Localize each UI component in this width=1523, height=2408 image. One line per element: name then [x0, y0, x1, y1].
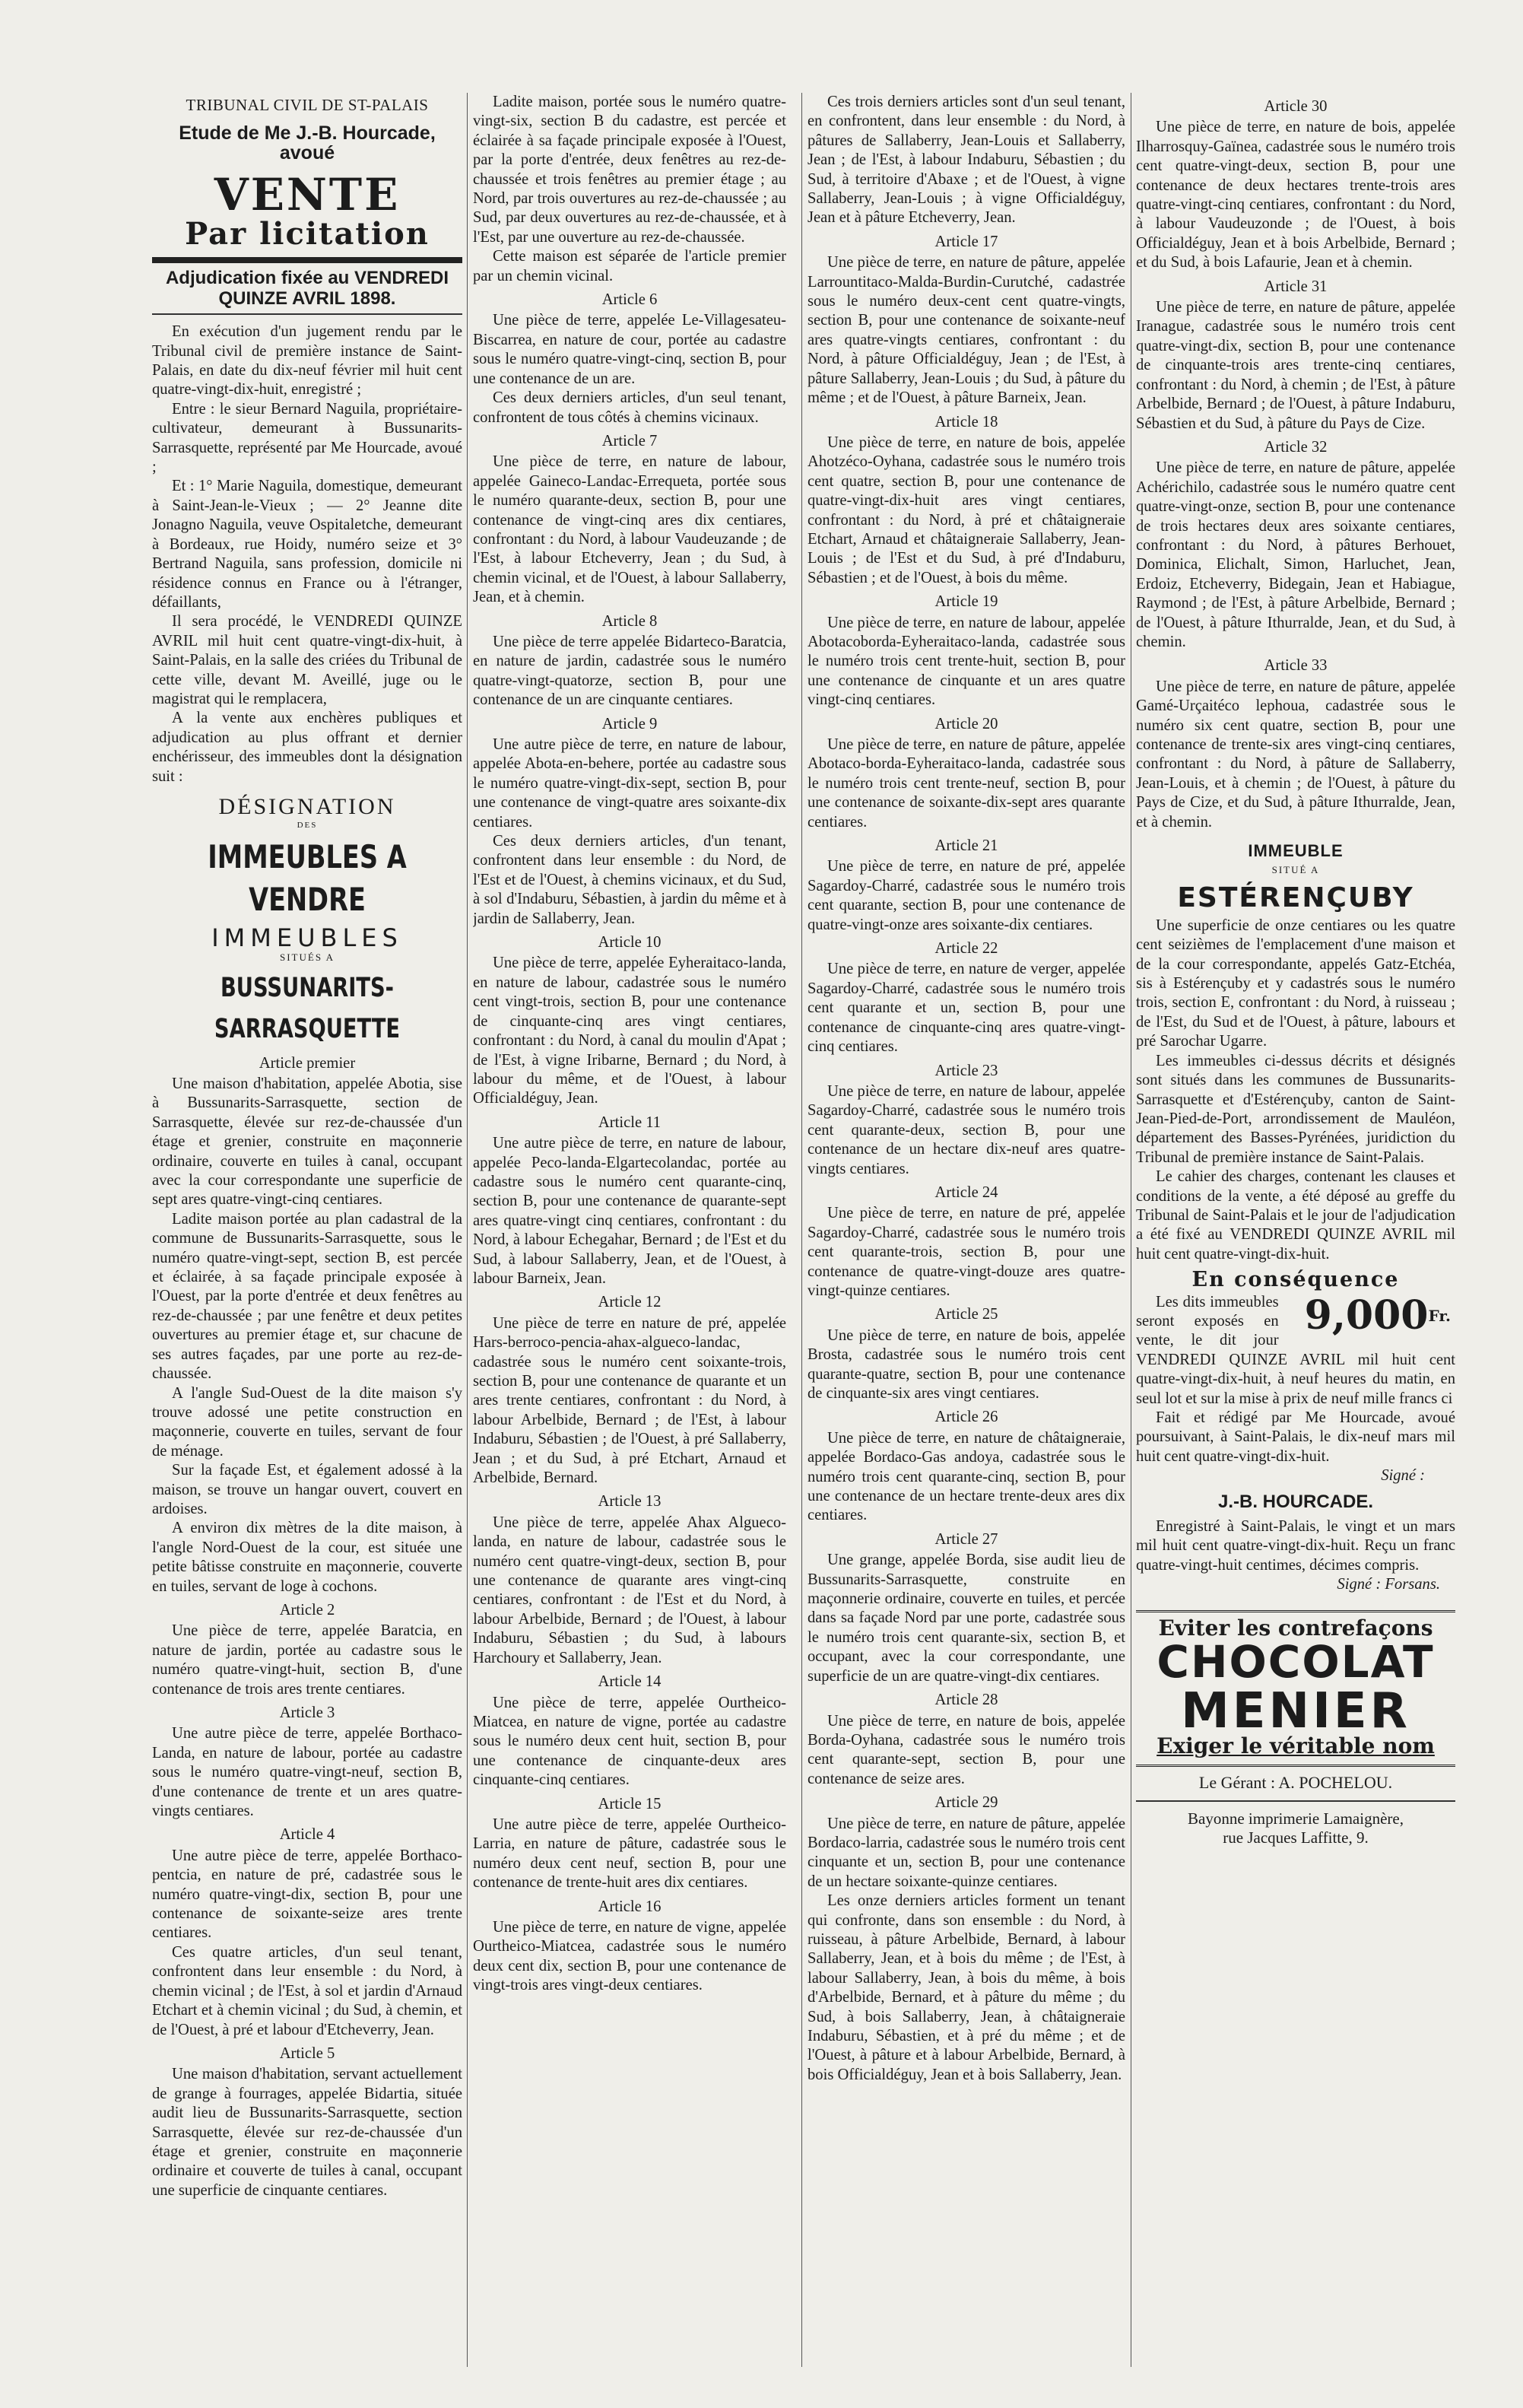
column-rule — [801, 93, 802, 2367]
article-title: Article premier — [259, 1054, 356, 1072]
article-title: Article 28 — [934, 1692, 998, 1709]
article-title: Article 26 — [934, 1409, 998, 1426]
article-text: Une pièce de terre, en nature de pâture, appelée Bordaco-larria, cadastrée sous le numéro trois cent cinquante et un, section B, pour une contenance de un hectare soixante-quinze centiares. — [808, 1815, 1125, 1890]
article-title: Article 6 — [601, 291, 658, 309]
etude-line: Etude de Me J.-B. Hourcade, avoué — [179, 122, 436, 164]
article-title: Article 31 — [1264, 278, 1328, 295]
enregistrement-note: Enregistré à Saint-Palais, le vingt et un mars mil huit cent quatre-vingt-dix-huit. Reçu un franc quatre-vingt-huit centimes, décimes compris. — [1136, 1518, 1455, 1574]
article-title: Article 8 — [601, 612, 658, 630]
location-heading: BUSSUNARITS-SARRASQUETTE — [214, 972, 401, 1044]
article-text: Une autre pièce de terre, en nature de labour, appelée Abota-en-behere, portée au cadastre sous le numéro quatre-vingt-dix-sept, section B, pour une contenance de vingt-quatre ares soixante-dix centiares. — [473, 736, 786, 831]
article-text: Une pièce de terre, en nature de pâture, appelée Larrountitaco-Malda-Burdin-Curutché, cadastrée sous le numéro deux-cent cent quatre-vingts, section B, pour une contenance de soixante-neuf ares quatre-vingts centiares, confrontant : du Nord, à pâture Officialdéguy, Jean ; de l'Est, à pâture Sallaberry, Jean-Louis ; du Sud, à pâture du même ; et de l'Ouest, à pâture Barneix, Jean. — [808, 254, 1125, 407]
designation-heading: DÉSIGNATION — [218, 793, 396, 819]
immeubles-heading: IMMEUBLES — [211, 923, 403, 952]
article-text: Une grange, appelée Borda, sise audit lieu de Bussunarits-Sarrasquette, construite en maçonnerie ordinaire, couverte en tuiles, et percée dans sa façade Nord par une porte, cadastrée sous le numéro trois cent quarante-six, section B, et occupant, avec la cour correspondante, une superficie de un are quatre-vingt-dix centiares. — [808, 1552, 1125, 1685]
article-text: A l'angle Sud-Ouest de la dite maison s'y trouve adossé une petite construction en maçonnerie, couverte en tuiles, servant de four de ménage. — [152, 1384, 462, 1460]
signature: J.-B. HOURCADE. — [1217, 1491, 1373, 1512]
advert-line: Exiger le véritable nom — [1157, 1733, 1435, 1759]
consequence-heading: En conséquence — [1191, 1268, 1400, 1292]
article-title: Article 21 — [934, 837, 998, 855]
divider — [152, 313, 462, 315]
column-1 — [152, 93, 462, 2394]
article-text: Une pièce de terre, appelée Baratcia, en nature de jardin, portée au cadastre sous le numéro quatre-vingt-huit, section B, d'une contenance de trois ares trente centiares. — [152, 1622, 462, 1698]
article-text: Une pièce de terre, en nature de pâture, appelée Iranague, cadastrée sous le numéro trois cent quatre-vingt-dix, section B, pour une contenance de cinquante-trois ares trente-cinq centiares, confrontant : du Nord, à chemin ; de l'Est, à pâture Arbelbide, Bernard ; de l'Ouest, à pâture Indaburu, Sébastien et du Sud, à pâture du Pays de Cize. — [1136, 299, 1455, 432]
column-2 — [473, 93, 786, 2394]
intro-paragraph: Et : 1° Marie Naguila, domestique, demeurant à Saint-Jean-le-Vieux ; — 2° Jeanne dite Jonagno Naguila, veuve Ospitaletche, demeurant à Bordeaux, rue Hoidy, numéro seize et 3° Bertrand Naguila, sans profession, domicile ni résidence connus en France ou à l'étranger, défaillants, — [152, 478, 462, 611]
article-title: Article 10 — [598, 934, 662, 951]
signed-forsans: Signé : Forsans. — [1337, 1576, 1440, 1593]
article-text: Sur la façade Est, et également adossé à la maison, se trouve un hangar ouvert, couvert en ardoises. — [152, 1462, 462, 1517]
article-text: Une pièce de terre, appelée Ahax Algueco-landa, en nature de labour, cadastrée sous le numéro cent quatre-vingt-deux, section B, pour une contenance de quarante ares vingt-cinq centiares, confrontant : de l'Est et du Nord, à labour Arbelbide, Bernard ; de l'Ouest, à labour Indaburu, Sébastien ; du Sud, à labours Harchoury et Sallaberry, Jean. — [473, 1514, 786, 1666]
article-text: Une pièce de terre, en nature de bois, appelée Ilharrosquy-Gaïnea, cadastrée sous le numéro trois cent quatre-vingt-deux, section B, pour une contenance de deux hectares trente-trois ares quatre-vingt-cinq centiares, confrontant : du Nord, à labour Vaudeuzonde ; de l'Ouest, à bois Officialdéguy, Jean et à bois Arbelbide, Bernard ; et du Sud, à bois Lafaurie, Jean et à chemin. — [1136, 119, 1455, 272]
vente-title: VENTE — [214, 169, 401, 221]
reserve-price: $9,000^{Fr.}$ — [1304, 1291, 1451, 1339]
article-text: Une superficie de onze centiares ou les quatre cent seizièmes de l'emplacement d'une maison et de la cour correspondante, appelés Gatz-Etchéa, sis à Estérençuby et y cadastrés sous le numéro trois, section E, confrontant : du Nord, à ruisseau ; de l'Est, du Sud et de l'Ouest, à pâture, labours et pré Sarochar Ugarre. — [1136, 917, 1455, 1050]
article-text: Une pièce de terre, en nature de pâture, appelée Abotaco-borda-Eyheraitaco-landa, cadastrée sous le numéro trois cent trente-neuf, section B, pour une contenance de soixante-dix-sept ares quarante centiares. — [808, 736, 1125, 831]
article-text: Une pièce de terre, en nature de bois, appelée Brosta, cadastrée sous le numéro trois cent quarante-quatre, section B, pour une contenance de cinquante-six ares vingt centiares. — [808, 1326, 1125, 1402]
article-title: Article 30 — [1264, 98, 1328, 115]
article-text: Une pièce de terre, en nature de labour, appelée Sagardoy-Charré, cadastrée sous le numéro trois cent quarante-deux, section B, pour une contenance de un hectare dix-neuf ares quatre-vingts centiares. — [808, 1082, 1125, 1177]
article-title: Article 4 — [279, 1826, 335, 1844]
designation-des: DES — [297, 821, 318, 831]
divider — [152, 257, 462, 263]
article-title: Article 20 — [934, 715, 998, 732]
article-text: Une pièce de terre, appelée Le-Villagesateu-Biscarrea, en nature de cour, portée au cadastre sous le numéro quatre-vingt-cinq, section B, pour une contenance de un are. — [473, 312, 786, 387]
article-title: Article 32 — [1264, 438, 1328, 456]
article-text: Une pièce de terre, en nature de vigne, appelée Ourtheico-Miatcea, cadastrée sous le numéro deux cent dix, section B, pour une contenance de vingt-trois ares vingt-deux centiares. — [473, 1918, 786, 1994]
article-text: Une pièce de terre, appelée Eyheraitaco-landa, en nature de labour, cadastrée sous le numéro cent vingt-trois, section B, pour une contenance de cinquante-cinq ares vingt centiares, confrontant : du Nord, à canal du moulin d'Apat ; de l'Est, à vigne Iribarne, Bernard ; du Nord, à labour du même, et de l'Ouest, à labour Officialdéguy, Jean. — [473, 955, 786, 1107]
article-title: Article 14 — [598, 1673, 662, 1691]
article-title: Article 16 — [598, 1898, 662, 1915]
column-rule — [467, 93, 468, 2367]
divider — [1136, 1800, 1455, 1802]
article-text: Une pièce de terre, en nature de labour, appelée Abotacoborda-Eyheraitaco-landa, cadastrée sous le numéro trois cent trente-huit, section B, pour une contenance de cinquante et un ares quatre vingt-cinq centiares. — [808, 614, 1125, 709]
article-title: Article 18 — [934, 413, 998, 430]
article-text: A environ dix mètres de la dite maison, à l'angle Nord-Ouest de la cour, est située une petite bâtisse construite en maçonnerie, couverte en tuiles, servant de loge à cochons. — [152, 1520, 462, 1595]
esterencuby-heading: ESTÉRENÇUBY — [1177, 882, 1414, 913]
intro-paragraph: Entre : le sieur Bernard Naguila, propriétaire-cultivateur, demeurant à Bussunarits-Sarrasquette, représenté par Me Hourcade, avoué ; — [152, 400, 462, 476]
column-3 — [808, 93, 1125, 2394]
article-title: Article 13 — [598, 1493, 662, 1511]
article-title: Article 25 — [934, 1306, 998, 1323]
article-text: Ladite maison, portée sous le numéro quatre-vingt-six, section B du cadastre, est percée et éclairée à sa façade principale exposée à l'Ouest, par la porte d'entrée, deux fenêtres au rez-de-chaussée et trois fenêtres au premier étage ; au Nord, par trois ouvertures au rez-de-chaussée ; au Sud, par deux ouvertures au rez-de-chaussée, et à l'Est, par une ouverture au rez-de-chaussée. — [473, 94, 786, 246]
article-text: Une maison d'habitation, appelée Abotia, sise à Bussunarits-Sarrasquette, section de Sarrasquette, élevée sur rez-de-chaussée d'un étage et grenier, construite en maçonnerie ordinaire, couverte en tuiles à canal, occupant avec la cour correspondante une superficie de sept ares quatre-vingt-cinq centiares. — [152, 1075, 462, 1209]
column-4 — [1136, 93, 1455, 2394]
article-title: Article 3 — [279, 1704, 335, 1721]
adjudication-date: Adjudication fixée au VENDREDI QUINZE AVRIL 1898. — [165, 268, 449, 310]
gerant-line: Le Gérant : A. POCHELOU. — [1198, 1773, 1393, 1793]
article-text: Une pièce de terre, en nature de verger, appelée Sagardoy-Charré, cadastrée sous le numéro trois cent quarante et un, section B, pour une contenance de cinquante-cinq ares quatre-vingt-cinq centiares. — [808, 961, 1125, 1056]
article-text: Une pièce de terre, en nature de pré, appelée Sagardoy-Charré, cadastrée sous le numéro trois cent quarante, section B, pour une contenance de quatre-vingt-onze ares soixante-dix centiares. — [808, 858, 1125, 933]
article-text: Une pièce de terre, en nature de bois, appelée Borda-Oyhana, cadastrée sous le numéro trois cent quarante-sept, section B, pour une contenance de seize ares. — [808, 1712, 1125, 1787]
article-text: Ces deux derniers articles, d'un seul tenant, confrontent de tous côtés à chemins vicinaux. — [473, 389, 786, 426]
article-title: Article 5 — [279, 2044, 335, 2062]
article-text: Une pièce de terre appelée Bidartеco-Baratcia, en nature de jardin, cadastrée sous le numéro quatre-vingt-quatorze, section B, pour une contenance de un are cinquante centiares. — [473, 633, 786, 709]
article-text: Une pièce de terre en nature de pré, appelée Hars-berroco-pencia-ahax-algueco-landac, cadastrée sous le numéro cent soixante-trois, section B, pour une contenance de quarante et un ares trente centiares, confrontant : du Nord, à labour Arbelbide, Bernard ; de l'Est, à labour Indaburu, Sébastien ; de l'Ouest, à pré Sallaberry, Jean ; et du Sud, à pré Etchart, Arnaud et Arbelbide, Bernard. — [473, 1314, 786, 1487]
article-title: Article 9 — [601, 715, 658, 732]
article-text: Une pièce de terre, appelée Ourtheico-Miatcea, en nature de vigne, portée au cadastre sous le numéro deux cent huit, section B, pour une contenance de cinquante-deux ares cinquante-cinq centiares. — [473, 1694, 786, 1789]
address-line: rue Jacques Laffitte, 9. — [1223, 1828, 1369, 1847]
article-title: Article 12 — [598, 1294, 662, 1311]
intro-paragraph: En exécution d'un jugement rendu par le Tribunal civil de première instance de Saint-Palais, en date du dix-neuf février mil huit cent quatre-vingt-dix-huit, enregistré ; — [152, 323, 462, 399]
article-text: Une autre pièce de terre, appelée Borthaco-Landa, en nature de labour, portée au cadastre sous le numéro quatre-vingt-neuf, section B, d'une contenance de trente et un ares quatre-vingts centiares. — [152, 1725, 462, 1820]
article-title: Article 17 — [934, 233, 998, 250]
intro-paragraph: A la vente aux enchères publiques et adjudication au plus offrant et dernier enchérisseur, des immeubles dont la désignation suit : — [152, 710, 462, 785]
article-text: Une pièce de terre, en nature de pré, appelée Sagardoy-Charré, cadastrée sous le numéro trois cent quarante-trois, section B, pour une contenance de quatre-vingt-douze ares quatre-vingt-quinze centiares. — [808, 1205, 1125, 1299]
article-title: Article 19 — [934, 593, 998, 611]
article-title: Article 2 — [279, 1601, 335, 1619]
article-title: Article 7 — [601, 432, 658, 450]
article-text: Ces trois derniers articles sont d'un seul tenant, en confrontent, dans leur ensemble : du Nord, à pâtures de Sallaberry, Jean-Louis et Sallaberry, Jean ; de l'Est, à labour Indaburu, Sébastien ; du Sud, à territoire d'Abaxe ; et de l'Ouest, à vigne Sallaberry, Jean-Louis ; à vigne Officialdéguy, Jean et à pâture Etcheverry, Jean. — [808, 94, 1125, 227]
sale-terms: $9,000^{Fr.}$ Les dits immeubles seront exposés en vente, le dit jour VENDREDI QUINZE AVRIL mil huit cent quatre-vingt-dix-huit, à neuf heures du matin, en seul lot et sur la mise à prix de neuf mille francs ci — [1136, 1291, 1455, 1407]
article-text: Ces deux derniers articles, d'un tenant, confrontent dans leur ensemble : du Nord, de l'Est et de l'Ouest, à chemins vicinaux, et du Sud, à sol d'Indaburu, Sébastien, à jardin du même et à jardin de Sallaberry, Jean. — [473, 833, 786, 927]
redaction-note: Fait et rédigé par Me Hourcade, avoué poursuivant, à Saint-Palais, le dix-neuf mars mil huit cent quatre-vingt-dix-huit. — [1136, 1409, 1455, 1465]
intro-paragraph: Il sera procédé, le VENDREDI QUINZE AVRIL mil huit cent quatre-vingt-dix-huit, à Saint-Palais, en la salle des criées du Tribunal de cette ville, devant M. Aveillé, juge ou le magistrat qui le remplacera, — [152, 613, 462, 707]
advert-line: Eviter les contrefaçons — [1158, 1615, 1433, 1641]
article-text: Une pièce de terre, en nature de pâture, appelée Gamé-Urçaitéco lephoua, cadastrée sous le numéro six cent quatre, section B, pour une contenance de trente-six ares vingt-cinq centiares, confrontant : du Nord, à pâture de Sallaberry, Jean-Louis, et à chemin ; de l'Ouest, à pâture du Pays de Cize, et du Sud, à pâture Ithurralde, Jean, et à chemin. — [1136, 678, 1455, 831]
article-text: Les immeubles ci-dessus décrits et désignés sont situés dans les communes de Bussunarits-Sarrasquette et d'Estérençuby, canton de Saint-Jean-Pied-de-Port, arrondissement de Mauléon, département des Basses-Pyrénées, juridiction du Tribunal de première instance de Saint-Palais. — [1136, 1052, 1455, 1166]
article-title: Article 23 — [934, 1062, 998, 1079]
article-text: Une pièce de terre, en nature de bois, appelée Ahotzéco-Oyhana, cadastrée sous le numéro trois cent quatre, section B, pour une contenance de quatre-vingt-dix-huit ares vingt centiares, confrontant : du Nord, à pré et châtaigneraie Etchart, Arnaud et châtaigneraie Sallaberry, Jean-Louis ; de l'Est et du Sud, à pré d'Indaburu, Sébastien ; et de l'Ouest, à bois du même. — [808, 434, 1125, 586]
situe-a-label: SITUÉ A — [1271, 864, 1320, 876]
sites-a-label: SITUÉS A — [280, 951, 335, 964]
article-title: Article 33 — [1264, 657, 1328, 675]
article-text: Une pièce de terre, en nature de labour, appelée Gaineco-Landac-Errequeta, portée sous le numéro quarante-deux, section B, pour une contenance de vingt-cinq ares dix centiares, confrontant : du Nord, à labour Vaudeuzande ; de l'Est, à labour Etcheverry, Jean ; du Sud, à chemin vicinal, et de l'Ouest, à labour Sallaberry, Jean, et à chemin. — [473, 453, 786, 606]
article-text: Une maison d'habitation, servant actuellement de grange à fourrages, appelée Bidartia, située audit lieu de Bussunarits-Sarrasquette, section Sarrasquette, élevée sur rez-de-chaussée d'un étage et grenier, construite en maçonnerie ordinaire et couverte de tuiles à canal, occupant une superficie de cinquante centiares. — [152, 2066, 462, 2199]
article-title: Article 22 — [934, 940, 998, 958]
advert-chocolat: CHOCOLAT — [1157, 1636, 1435, 1688]
article-text: Une autre pièce de terre, appelée Borthaco-pentcia, en nature de pré, cadastrée sous le numéro quatre-vingt-dix, section B, pour une contenance de soixante-seize ares trente centiares. — [152, 1847, 462, 1942]
article-title: Article 15 — [598, 1795, 662, 1812]
article-title: Article 24 — [934, 1183, 998, 1201]
article-title: Article 29 — [934, 1794, 998, 1812]
article-text: Une autre pièce de terre, en nature de labour, appelée Peco-landa-Elgartecolandac, portée au cadastre sous le numéro cent quarante-cinq, section B, pour une contenance de quarante-sept ares quatre-vingt cinq centiares, confrontant : du Nord, à labour Echegahar, Bernard ; de l'Est et du Sud, à labour Sallaberry, Jean, et de l'Ouest, à labour Barneix, Jean. — [473, 1135, 786, 1287]
licitation-subtitle: Par licitation — [185, 216, 430, 253]
article-text: Ces quatre articles, d'un seul tenant, confrontent dans leur ensemble : du Nord, à chemin vicinal ; de l'Est, à sol et jardin d'Arnaud Etchart et à chemin vicinal ; du Sud, à chemin, et de l'Ouest, à pré et labour d'Etcheverry, Jean. — [152, 1943, 462, 2038]
article-text: Les onze derniers articles forment un tenant qui confronte, dans son ensemble : du Nord, à ruisseau, à pâture Arbelbide, Bernard, à labour Sallaberry, Jean, et à bois du même ; de l'Est, à labour Sallaberry, Jean, à bois du même, à bois d'Arbelbide, Bernard, et à pâture du même ; du Sud, à bois Sallaberry, Jean, à châtaigneraie Indaburu, Sébastien, et à pré du même ; et de l'Ouest, à pâture et à labour Arbelbide, Bernard, à bois Officialdéguy, Jean et à bois Sallaberry, Jean. — [808, 1892, 1125, 2083]
article-text: Une pièce de terre, en nature de pâture, appelée Achérichilo, cadastrée sous le numéro quatre cent quatre-vingt-onze, section B, pour une contenance de trois hectares deux ares soixante centiares, confrontant : du Nord, à pâtures Berhouet, Dominica, Elichalt, Simon, Harluchet, Jean, Erdoiz, Etcheverry, Bidegain, Jean et Habiague, Raymond ; de l'Est, à pâture Arbelbide, Bernard ; de l'Ouest, à pâture Ithurralde, Jean, et du Sud, à chemin. — [1136, 459, 1455, 650]
article-title: Article 27 — [934, 1530, 998, 1548]
immeuble-heading: IMMEUBLE — [1248, 841, 1344, 861]
article-text: Cette maison est séparée de l'article premier par un chemin vicinal. — [473, 248, 786, 284]
article-title: Article 11 — [598, 1113, 662, 1131]
immeubles-a-vendre-heading: IMMEUBLES A VENDRE — [208, 837, 407, 918]
imprimerie-line: Bayonne imprimerie Lamaignère, — [1188, 1809, 1404, 1828]
article-text: Une autre pièce de terre, appelée Ourtheico-Larria, en nature de pâture, cadastrée sous le numéro deux cent neuf, section B, pour une contenance de trente-huit ares dix centiares. — [473, 1816, 786, 1892]
article-text: Le cahier des charges, contenant les clauses et conditions de la vente, a été déposé au greffe du Tribunal de Saint-Palais et le jour de l'adjudication a été fixé au VENDREDI QUINZE AVRIL mil huit cent quatre-vingt-dix-huit. — [1136, 1168, 1455, 1263]
article-text: Ladite maison portée au plan cadastral de la commune de Bussunarits-Sarrasquette, sous le numéro quatre-vingt-sept, section B, est percée et éclairée, à sa façade principale exposée à l'Ouest, par la porte d'entrée et deux fenêtres au rez-de-chaussée ; par une fenêtre et deux petites ouvertures au premier étage et, sur chacune de ses autres façades, par une porte au rez-de-chaussée. — [152, 1210, 462, 1383]
article-text: Une pièce de terre, en nature de châtaigneraie, appelée Bordaco-Gas andoya, cadastrée sous le numéro trois cent quarante-cinq, section B, pour une contenance de un hectare trente-deux ares dix centiares. — [808, 1429, 1125, 1524]
advert-menier: MENIER — [1181, 1683, 1410, 1740]
tribunal-heading: TRIBUNAL CIVIL DE ST-PALAIS — [186, 96, 429, 114]
chocolat-menier-advert — [1136, 1610, 1455, 1768]
signe-label: Signé : — [1381, 1467, 1425, 1485]
